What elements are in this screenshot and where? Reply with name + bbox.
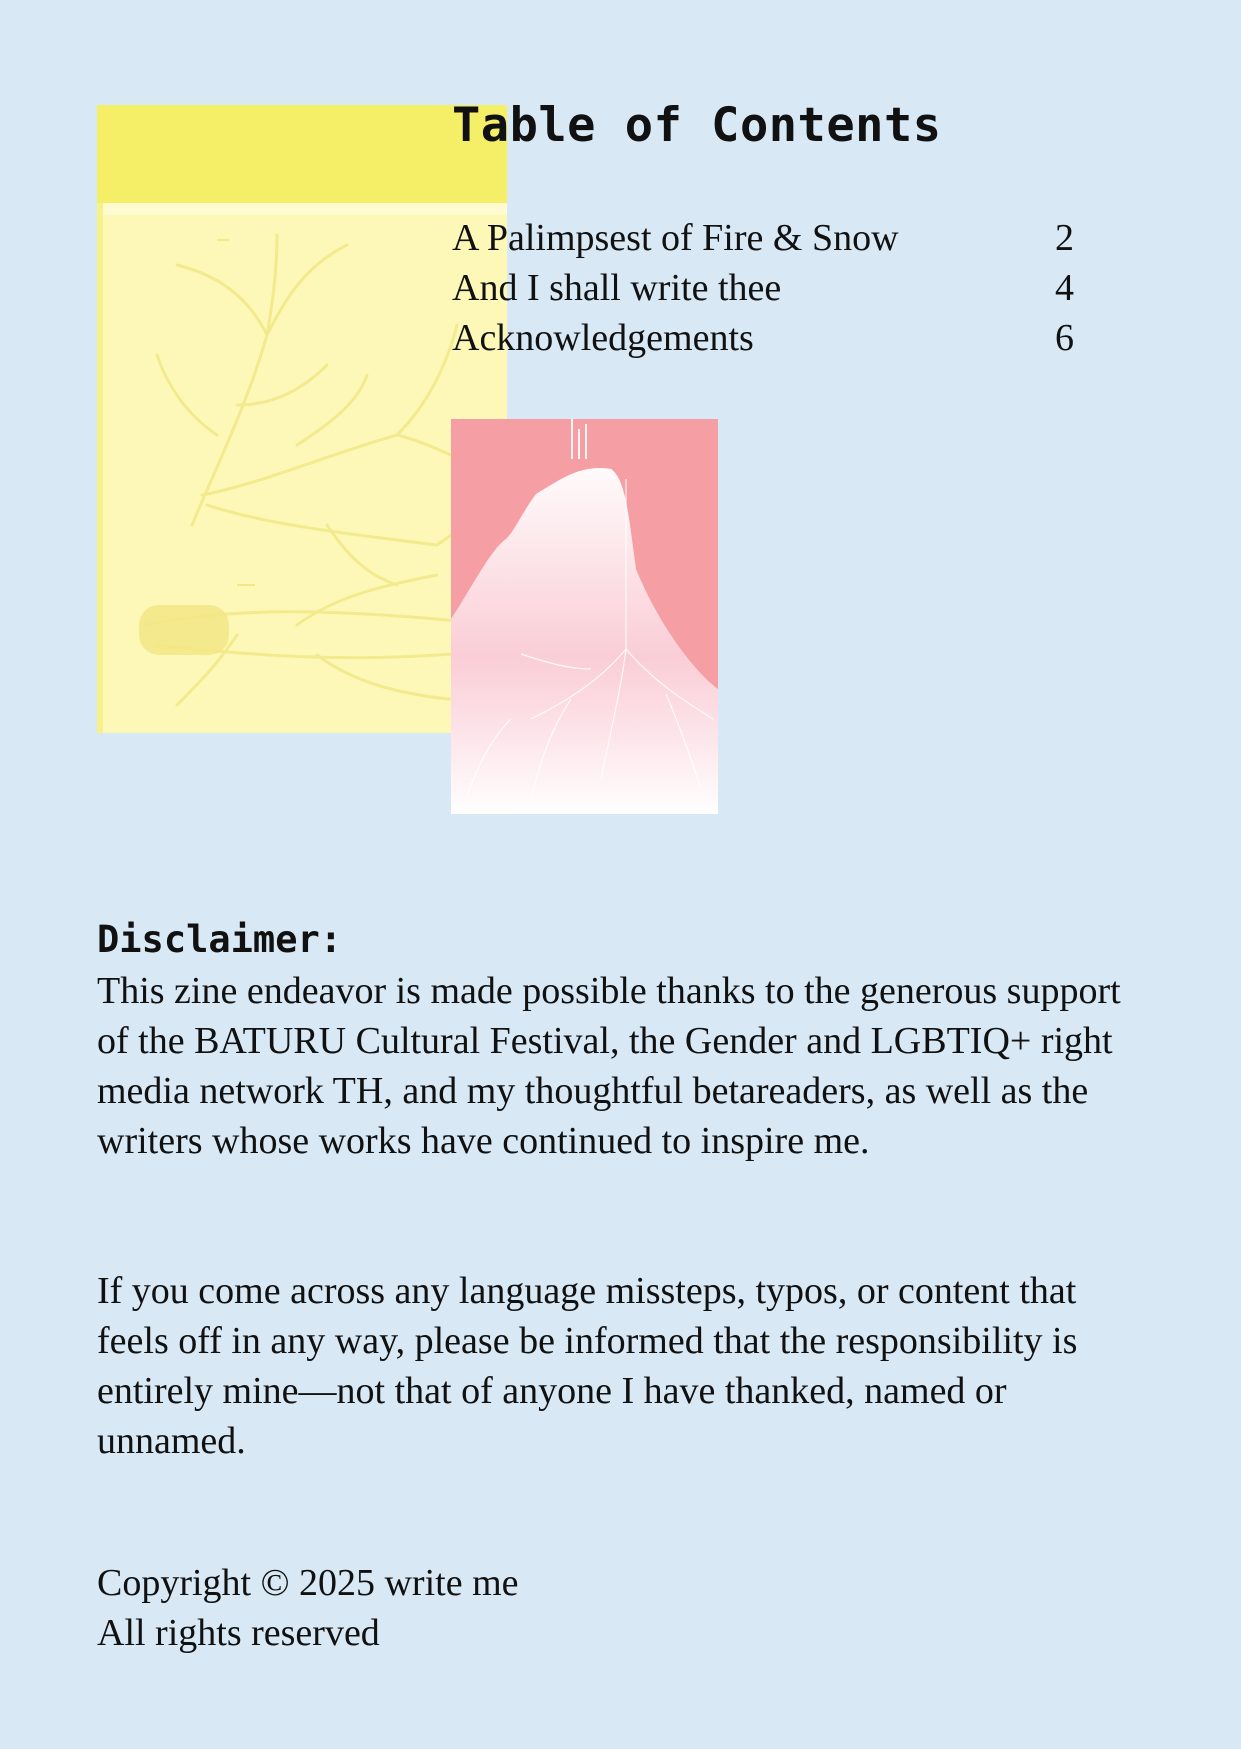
disclaimer-paragraph-2: If you come across any language missteps, typos, or content that feels off in any way, please be informed that the responsibility is entirely mine—not that of anyone I have thanked, named or unnamed.	[97, 1270, 1078, 1462]
yellow-botanical-illustration	[97, 105, 507, 733]
toc-entry[interactable]	[452, 263, 1074, 313]
toc-entry-title: Acknowledgements	[452, 317, 754, 359]
toc-title: Table of Contents	[452, 98, 942, 153]
toc-entry-page: 6	[1055, 317, 1074, 359]
pink-forest-photo	[451, 419, 718, 814]
yellow-edge-strip	[97, 203, 103, 733]
copyright-block	[97, 1558, 519, 1658]
copyright-line: Copyright © 2025 write me	[97, 1562, 519, 1604]
toc-list	[452, 213, 1074, 363]
disclaimer-paragraph-1: This zine endeavor is made possible thanks to the generous support of the BATURU Cultural Festival, the Gender and LGBTIQ+ right media network TH, and my thoughtful betareaders, as well as the writers whose works have continued to inspire me.	[97, 970, 1121, 1162]
yellow-color-band	[97, 105, 507, 203]
toc-entry[interactable]	[452, 313, 1074, 363]
toc-entry-page: 4	[1055, 267, 1074, 309]
toc-entry-title: And I shall write thee	[452, 267, 782, 309]
disclaimer-heading: Disclaimer:	[97, 918, 343, 961]
rights-reserved-line: All rights reserved	[97, 1612, 380, 1654]
toc-entry[interactable]	[452, 213, 1074, 263]
toc-entry-title: A Palimpsest of Fire & Snow	[452, 217, 899, 259]
toc-entry-page: 2	[1055, 217, 1074, 259]
